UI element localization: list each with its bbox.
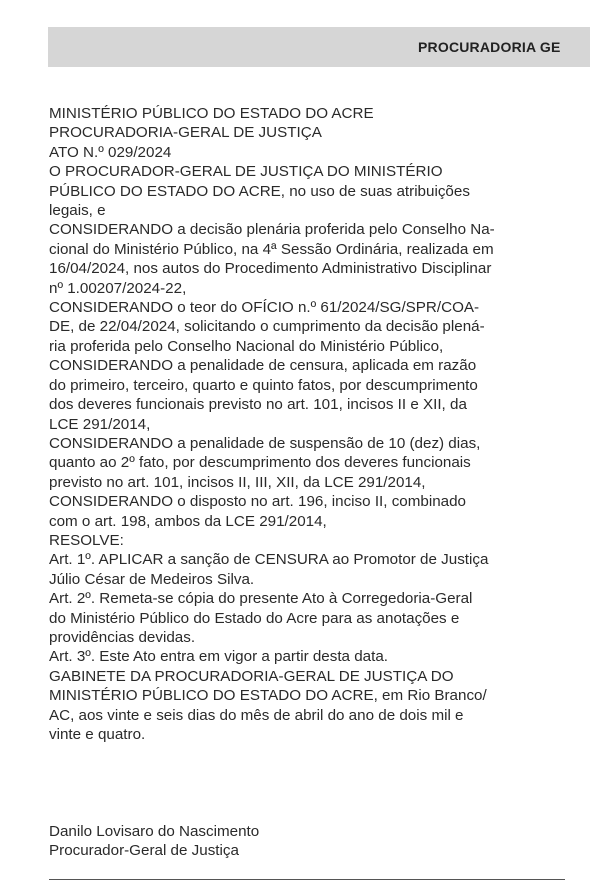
doc-line: CONSIDERANDO o teor do OFÍCIO n.º 61/2024/SG/SPR/COA-	[49, 299, 480, 317]
doc-line: Júlio César de Medeiros Silva.	[49, 570, 255, 588]
doc-line: do primeiro, terceiro, quarto e quinto fatos, por descumprimento	[49, 376, 478, 394]
doc-line: nº 1.00207/2024-22,	[49, 279, 187, 297]
doc-line: CONSIDERANDO a penalidade de censura, aplicada em razão	[49, 357, 477, 375]
doc-line: PÚBLICO DO ESTADO DO ACRE, no uso de suas atribuições	[49, 182, 470, 200]
doc-line: PROCURADORIA-GERAL DE JUSTIÇA	[49, 124, 322, 142]
header-title: PROCURADORIA GE	[418, 39, 561, 55]
doc-line: dos deveres funcionais previsto no art. 101, incisos II e XII, da	[49, 396, 467, 414]
doc-line: LCE 291/2014,	[49, 415, 151, 433]
doc-line: AC, aos vinte e seis dias do mês de abril do ano de dois mil e	[49, 706, 464, 724]
doc-line: Art. 2º. Remeta-se cópia do presente Ato à Corregedoria-Geral	[49, 590, 473, 608]
doc-line: O PROCURADOR-GERAL DE JUSTIÇA DO MINISTÉRIO	[49, 163, 443, 181]
doc-line: Art. 1º. APLICAR a sanção de CENSURA ao Promotor de Justiça	[49, 551, 489, 569]
doc-line: ATO N.º 029/2024	[49, 143, 172, 161]
doc-line: DE, de 22/04/2024, solicitando o cumprimento da decisão plená-	[49, 318, 485, 336]
signature-name: Danilo Lovisaro do Nascimento	[49, 823, 260, 840]
doc-line: GABINETE DA PROCURADORIA-GERAL DE JUSTIÇA DO	[49, 667, 454, 685]
doc-line: CONSIDERANDO a penalidade de suspensão de 10 (dez) dias,	[49, 434, 481, 452]
doc-line: cional do Ministério Público, na 4ª Sessão Ordinária, realizada em	[49, 240, 494, 258]
doc-line: ria proferida pelo Conselho Nacional do Ministério Público,	[49, 337, 444, 355]
bottom-divider	[49, 879, 565, 880]
doc-line: do Ministério Público do Estado do Acre para as anotações e	[49, 609, 460, 627]
doc-line: previsto no art. 101, incisos II, III, XII, da LCE 291/2014,	[49, 473, 426, 491]
doc-line: vinte e quatro.	[49, 726, 146, 743]
doc-line: RESOLVE:	[49, 531, 124, 549]
header-bar	[48, 27, 590, 67]
doc-line: MINISTÉRIO PÚBLICO DO ESTADO DO ACRE, em Rio Branco/	[49, 687, 487, 705]
signature-title: Procurador-Geral de Justiça	[49, 842, 239, 860]
signature-block	[49, 822, 569, 861]
doc-line: com o art. 198, ambos da LCE 291/2014,	[49, 512, 327, 530]
doc-line: providências devidas.	[49, 628, 196, 646]
doc-line: Art. 3º. Este Ato entra em vigor a partir desta data.	[49, 648, 388, 666]
document-body	[49, 104, 569, 744]
doc-line: CONSIDERANDO o disposto no art. 196, inciso II, combinado	[49, 493, 466, 511]
doc-line: MINISTÉRIO PÚBLICO DO ESTADO DO ACRE	[49, 105, 374, 122]
doc-line: 16/04/2024, nos autos do Procedimento Administrativo Disciplinar	[49, 260, 492, 278]
doc-line: CONSIDERANDO a decisão plenária proferida pelo Conselho Na-	[49, 221, 495, 239]
doc-line: quanto ao 2º fato, por descumprimento dos deveres funcionais	[49, 454, 471, 472]
doc-line: legais, e	[49, 202, 106, 220]
